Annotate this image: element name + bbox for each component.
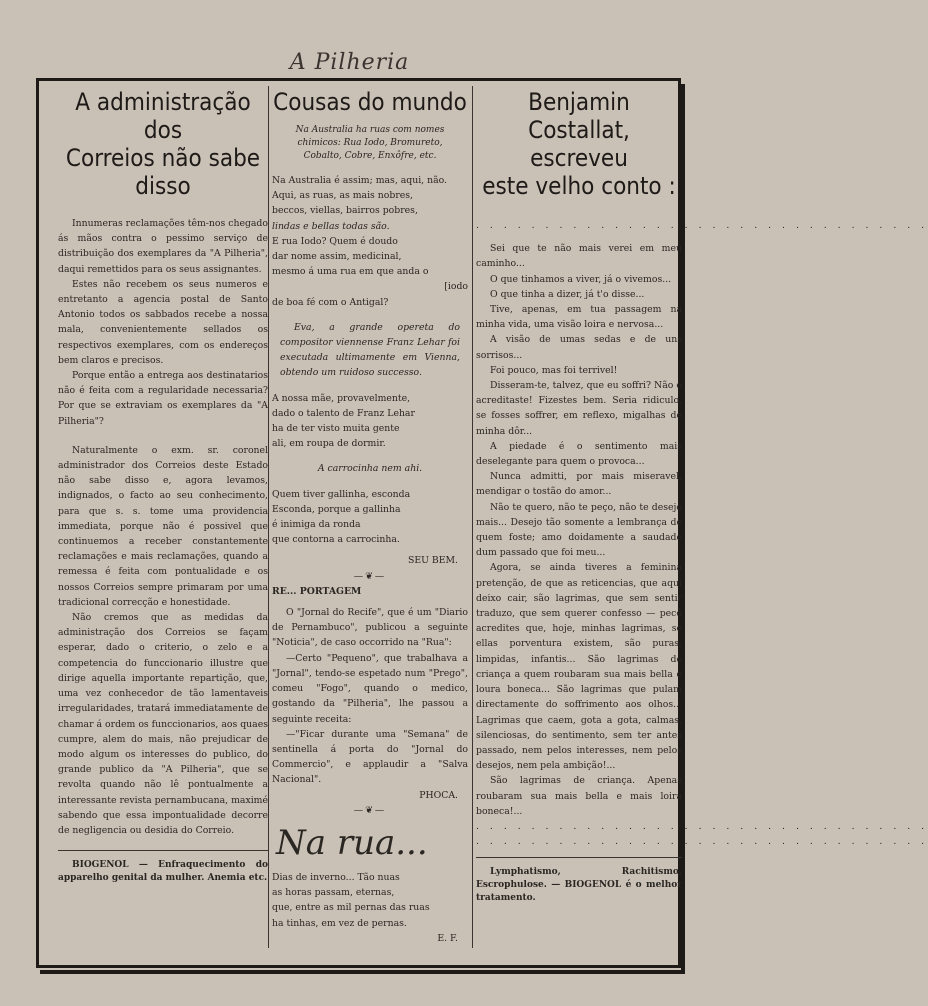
headline-line: A administração [75,88,251,116]
poem-line: que, entre as mil pernas das ruas [272,902,430,914]
headline-line: Benjamin Costallat, [528,88,630,144]
ad-biogenol: Lymphatismo, Rachitismo, Escrophulose. — BIOGENOL é o melhor tratamento. [476,867,682,904]
divider [476,857,682,858]
paragraph: Agora, se ainda tiveres a feminina pretenção, de que as reticencias, que aqui deixo cair, são lagrimas, que sem sentir traduzo, que sem querer confesso — pecô acredites que, hoje, minhas lagrimas, se ellas porventura existem, são puras, limpidas, infantis... São lagrimas de criança a quem roubaram sua mais bella e loura boneca... São lagrimas que pulam directamente do soffrimento aos olhos... Lagrimas que caem, gota a gota, calmas, silenciosas, do sentimento, sem ter antes passado, nem pelos interesses, nem pelos desejos, nem pela ambição!... [476,562,682,772]
poem-line: beccos, viellas, bairros pobres, [272,205,418,217]
column-cousas [272,86,468,946]
operetta-note: Eva, a grande opereta do compositor viennense Franz Lehar foi executada ultimamente em Vienna, obtendo um ruidoso successo. [280,321,460,379]
poem-line: é inimiga da ronda [272,519,361,531]
poem-line: ali, em roupa de dormir. [272,438,386,450]
poem-line: [iodo [444,281,468,293]
paragraph: Disseram-te, talvez, que eu soffri? Não o acreditaste! Fizestes bem. Seria ridiculo, se fosses soffrer, em reflexo, migalhas de minha dôr... [476,380,682,437]
paragraph: Não te quero, não te peço, não te desejo mais... Desejo tão somente a lembrança de quem foste; amo doidamente a saudade dum passado que foi meu... [476,501,682,559]
poem-line: ha de ter visto muita gente [272,423,400,435]
paragraph: O que tinhamos a viver, já o vivemos... [490,273,672,285]
signature: PHOCA. [419,789,458,801]
headline-line: este velho conto : [482,172,676,200]
poem-line: Na Australia é assim; mas, aqui, não. [272,175,448,186]
ad-biogenol: BIOGENOL — Enfraquecimento do apparelho genital da mulher. Anemia etc. [58,860,268,884]
paragraph: —"Ficar durante uma "Semana" de sentinella á porta do "Jornal do Commercio", e applaudir a "Salva Nacional". [272,728,468,786]
signature: E. F. [437,932,458,944]
poem-line: ha tinhas, em vez de pernas. [272,917,407,929]
paragraph: A piedade é o sentimento mais deselegante para quem o provoca... [476,440,682,468]
paragraph: Naturalmente o exm. sr. coronel administrador dos Correios deste Estado não sabe disso e, agora levamos, indignados, o facto ao seu conhecimento, para que s. s. tome uma providencia immediata, porque não é possivel que continuemos a receber constantemente reclamações e mais reclamações, quando a remessa é feita com pontualidade e os nossos Correios sempre primaram por uma tradicional correcção e honestidade. [58,444,268,608]
paragraph: O que tinha a dizer, já t'o disse... [490,288,645,300]
paragraph: A visão de umas sedas e de uns sorrisos... [476,334,682,361]
headline-costallat [476,88,682,200]
ellipsis-row: . . . . . . . . . . . . . . . . . . . . . . . . . . . . . . . . . [476,220,928,231]
ornament-divider: —❦— [353,570,387,582]
poem-line: dado o talento de Franz Lehar [272,407,415,419]
headline-line: Correios não sabe [65,144,261,172]
poem-line: dar nome assim, medicinal, [272,251,402,263]
section-title: RE... PORTAGEM [272,585,362,597]
poem-line: Quem tiver gallinha, esconda [272,488,411,500]
column-divider [268,86,269,948]
poem-line: Aqui, as ruas, as mais nobres, [272,190,413,202]
poem-line: mesmo á uma rua em que anda o [272,266,429,278]
column-costallat [476,86,928,905]
paragraph: Sei que te não mais verei em meu caminho... [476,243,682,270]
headline-cousas: Cousas do mundo [273,88,467,116]
carrocinha-note: A carrocinha nem ahi. [317,463,423,475]
column-correios [58,86,268,885]
paragraph: Estes não recebem os seus numeros e entretanto a agencia postal de Santo Antonio todos os sabbados recebe a nossa mala, convenientemente sellados os respectivos exemplares, com os endereços bem claros e precisos. [58,278,268,366]
ellipsis-row: . . . . . . . . . . . . . . . . . . . . . . . . . . . . . . . . . [476,820,928,832]
divider [58,850,268,851]
poem-line: A nossa mãe, provavelmente, [272,392,411,404]
headline-line: dos [143,116,183,144]
poem [272,173,468,310]
poem-line: Dias de inverno... Tão nuas [272,871,400,883]
rua-title: Na rua... [276,822,428,863]
paragraph: Tive, apenas, em tua passagem na minha vida, uma visão loira e nervosa... [476,304,682,331]
paragraph: Innumeras reclamações têm-nos chegado ás mãos contra o pessimo serviço de distribuição dos exemplares da "A Pilheria", daqui remettidos para os seus assignantes. [58,218,268,275]
page-header: A Pilheria [289,50,410,75]
headline-line: escreveu [530,144,628,172]
poem-line: E rua Iodo? Quem é doudo [272,235,398,247]
subtitle: Na Australia ha ruas com nomes chimicos: Rua Iodo, Bromureto, Cobalto, Cobre, Enxôfre, etc. [295,125,445,161]
column-divider [472,86,473,948]
headline-correios [58,88,268,200]
paragraph: Não cremos que as medidas da administração dos Correios se façam esperar, dado o criterio, o zelo e a competencia do funccionario illustre que dirige aquella importante repartição, que, uma vez conhecedor de tão lamentaveis irregularidades, tratará immediatamente de chamar á ordem os funccionarios, aos quaes cumpre, alem do mais, não prejudicar de modo algum os interesses do publico, do grande publico da "A Pilheria", que se revolta quando não lê pontualmente a interessante revista pernambucana, maximé sabendo que essa impontualidade decorre de negligencia ou desidia do Correio. [58,612,268,836]
paragraph: O "Jornal do Recife", que é um "Diario de Pernambuco", publicou a seguinte "Noticia", de caso occorrido na "Rua": [272,607,468,649]
paragraph: Nunca admitti, por mais miseravel, mendigar o tostão do amor... [476,471,682,498]
poem-line: de boa fé com o Antigal? [272,296,389,308]
paragraph: Porque então a entrega aos destinatarios não é feita com a regularidade necessaria? Por que se extraviam os exemplares da "A Pilheria"? [58,370,268,427]
signature: SEU BEM. [407,555,458,567]
paragraph: São lagrimas de criança. Apenas roubaram sua mais bella e mais loira boneca!... [476,775,682,817]
paragraph: Foi pouco, mas foi terrivel! [490,364,618,376]
poem-line: lindas e bellas todas são. [272,220,390,232]
ellipsis-row: . . . . . . . . . . . . . . . . . . . . . . . . . . . . . . . . . [476,836,928,848]
poem-line: Esconda, porque a gallinha [272,503,401,515]
paragraph: —Certo "Pequeno", que trabalhava a "Jornal", tendo-se espetado num "Prego", comeu "Fogo", quando o medico, gostando da "Pilheria", lhe passou a seguinte receita: [272,652,468,725]
poem-line: que contorna a carrocinha. [272,534,400,546]
poem-line: as horas passam, eternas, [272,887,395,899]
headline-line: disso [135,172,191,200]
ornament-divider: —❦— [353,804,387,816]
